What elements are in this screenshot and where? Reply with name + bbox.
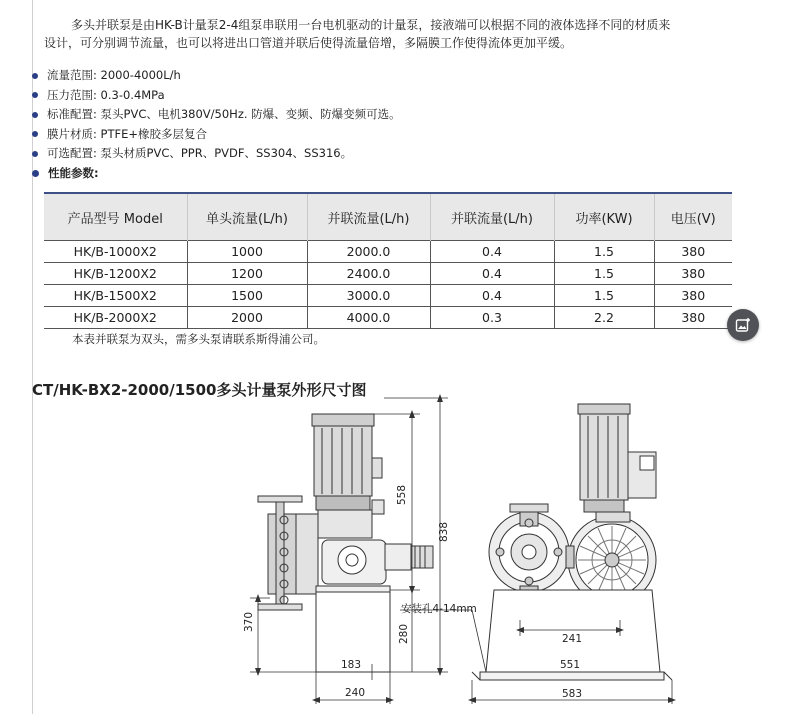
- table-cell: 1.5: [554, 285, 654, 307]
- dim-370: 370: [243, 611, 255, 632]
- table-cell: 1200: [187, 263, 307, 285]
- mount-hole-label: 安装孔4-14mm: [401, 603, 477, 615]
- table-cell: 2.2: [554, 307, 654, 329]
- table-cell: HK/B-1200X2: [44, 263, 187, 285]
- table-cell: HK/B-2000X2: [44, 307, 187, 329]
- drawing-title: CT/HK-BX2-2000/1500多头计量泵外形尺寸图: [32, 381, 367, 399]
- spec-item-label: 膜片材质: PTFE+橡胶多层复合: [47, 126, 208, 141]
- dim-583: 583: [562, 688, 583, 700]
- table-cell: 2000.0: [307, 241, 430, 263]
- table-cell: 1000: [187, 241, 307, 263]
- dim-240: 240: [345, 687, 366, 699]
- intro-line-1: 多头并联泵是由HK-B计量泵2-4组泵串联用一台电机驱动的计量泵，接液端可以根据不同的液体选择不同的材质来: [71, 18, 671, 32]
- table-cell: 0.4: [430, 285, 554, 307]
- column-header: 功率(KW): [554, 193, 654, 241]
- dim-558: 558: [396, 484, 408, 505]
- dim-838: 838: [438, 521, 450, 542]
- dim-183: 183: [341, 659, 362, 671]
- table-cell: 2400.0: [307, 263, 430, 285]
- table-cell: 380: [654, 263, 732, 285]
- table-cell: HK/B-1500X2: [44, 285, 187, 307]
- table-cell: 4000.0: [307, 307, 430, 329]
- table-cell: 1.5: [554, 241, 654, 263]
- column-header: 电压(V): [654, 193, 732, 241]
- column-header: 产品型号 Model: [44, 193, 187, 241]
- performance-heading: 性能参数:: [48, 165, 99, 180]
- intro-line-2: 设计，可分别调节流量，也可以将进出口管道并联后使得流量倍增，多隔膜工作使得流体更加平缓。: [44, 36, 573, 50]
- table-cell: HK/B-1000X2: [44, 241, 187, 263]
- column-header: 并联流量(L/h): [430, 193, 554, 241]
- dim-280: 280: [398, 623, 410, 644]
- table-cell: 380: [654, 307, 732, 329]
- table-cell: 0.3: [430, 307, 554, 329]
- dim-551: 551: [560, 659, 581, 671]
- spec-item-label: 流量范围: 2000-4000L/h: [47, 68, 181, 82]
- column-header: 单头流量(L/h): [187, 193, 307, 241]
- table-cell: 1500: [187, 285, 307, 307]
- table-note: 本表并联泵为双头，需多头泵请联系斯得浦公司。: [72, 332, 325, 346]
- column-header: 并联流量(L/h): [307, 193, 430, 241]
- spec-item-label: 可选配置: 泵头材质PVC、PPR、PVDF、SS304、SS316。: [47, 146, 353, 160]
- table-cell: 3000.0: [307, 285, 430, 307]
- table-cell: 380: [654, 241, 732, 263]
- dim-241: 241: [562, 633, 583, 645]
- table-cell: 0.4: [430, 241, 554, 263]
- spec-item-label: 标准配置: 泵头PVC、电机380V/50Hz. 防爆、变频、防爆变频可选。: [47, 107, 401, 121]
- table-cell: 1.5: [554, 263, 654, 285]
- spec-item-label: 压力范围: 0.3-0.4MPa: [47, 87, 165, 102]
- table-cell: 2000: [187, 307, 307, 329]
- table-cell: 0.4: [430, 263, 554, 285]
- table-cell: 380: [654, 285, 732, 307]
